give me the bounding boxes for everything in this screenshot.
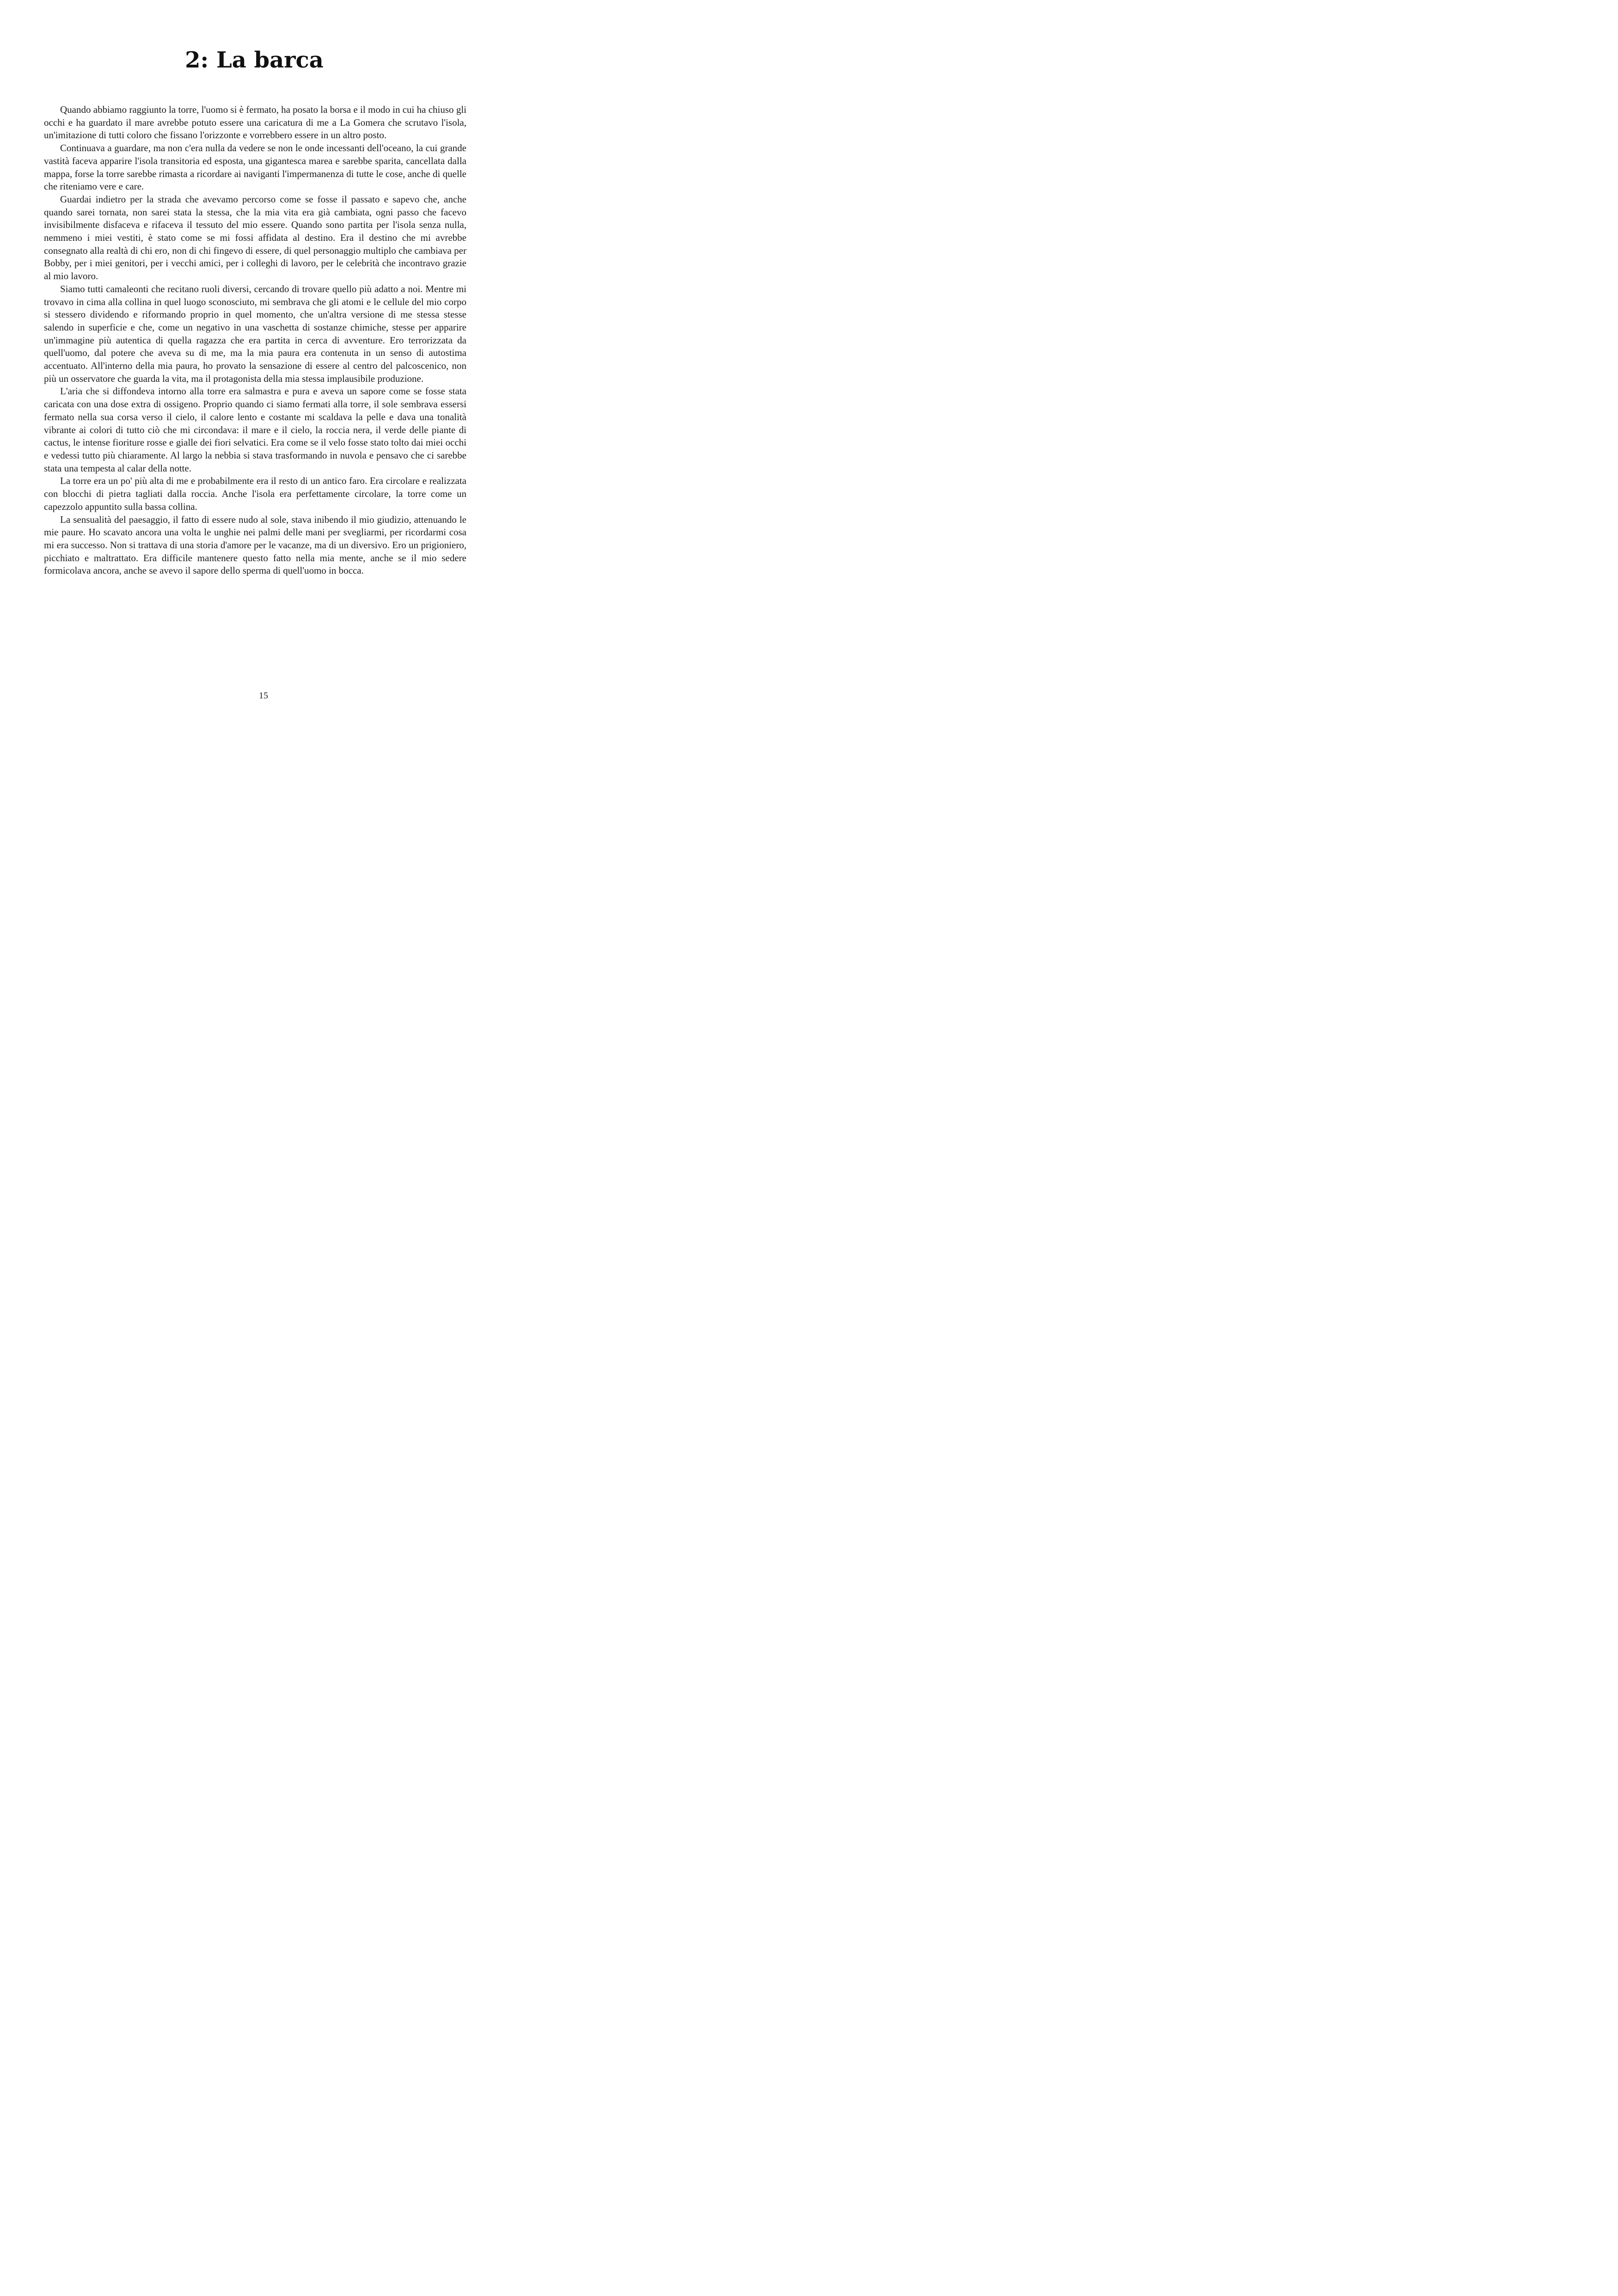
paragraph: La sensualità del paesaggio, il fatto di essere nudo al sole, stava inibendo il mio giudizio, attenuando le mie paure. Ho scavato ancora una volta le unghie nei palmi delle mani per svegliarmi, per ricordarmi cosa mi era successo. Non si trattava di una storia d'amore per le vacanze, ma di un diversivo. Ero un prigioniero, picchiato e maltrattato. Era difficile mantenere questo fatto nella mia mente, anche se il mio sedere formicolava ancora, anche se avevo il sapore dello sperma di quell'uomo in bocca. xyxy=(44,514,466,576)
chapter-title: 2: La barca xyxy=(185,47,324,73)
paragraph: Siamo tutti camaleonti che recitano ruoli diversi, cercando di trovare quello più adatto a noi. Mentre mi trovavo in cima alla collina in quel luogo sconosciuto, mi sembrava che gli atomi e le cellule del mio corpo si stessero dividendo e riformando proprio in quel momento, che un'altra versione di me stessa stesse salendo in superficie e che, come un negativo in una vaschetta di sostanze chimiche, stesse per apparire un'immagine più autentica di quella ragazza che era partita in cerca di avventure. Ero terrorizzata da quell'uomo, dal potere che aveva su di me, ma la mia paura era contenuta in un senso di autostima accentuato. All'interno della mia paura, ho provato la sensazione di essere al centro del palcoscenico, non più un osservatore che guarda la vita, ma il protagonista della mia stessa implausibile produzione. xyxy=(44,283,466,384)
chapter-body xyxy=(44,104,466,577)
paragraph: Quando abbiamo raggiunto la torre, l'uomo si è fermato, ha posato la borsa e il modo in cui ha chiuso gli occhi e ha guardato il mare avrebbe potuto essere una caricatura di me a La Gomera che scrutavo l'isola, un'imitazione di tutti coloro che fissano l'orizzonte e vorrebbero essere in un altro posto. xyxy=(44,104,466,141)
paragraph: Continuava a guardare, ma non c'era nulla da vedere se non le onde incessanti dell'oceano, la cui grande vastità faceva apparire l'isola transitoria ed esposta, una gigantesca marea e sarebbe sparita, cancellata dalla mappa, forse la torre sarebbe rimasta a ricordare ai naviganti l'impermanenza di tutte le cose, anche di quelle che riteniamo vere e care. xyxy=(44,142,466,192)
book-page xyxy=(0,0,509,722)
page-number: 15 xyxy=(259,691,268,701)
paragraph: L'aria che si diffondeva intorno alla torre era salmastra e pura e aveva un sapore come se fosse stata caricata con una dose extra di ossigeno. Proprio quando ci siamo fermati alla torre, il sole sembrava essersi fermato nella sua corsa verso il cielo, il calore lento e costante mi scaldava la pelle e dava una tonalità vibrante ai colori di tutto ciò che mi circondava: il mare e il cielo, la roccia nera, il verde delle piante di cactus, le intense fioriture rosse e gialle dei fiori selvatici. Era come se il velo fosse stato tolto dai miei occhi e vedessi tutto più chiaramente. Al largo la nebbia si stava trasformando in nuvola e pensavo che ci sarebbe stata una tempesta al calar della notte. xyxy=(44,386,466,474)
paragraph: Guardai indietro per la strada che avevamo percorso come se fosse il passato e sapevo che, anche quando sarei tornata, non sarei stata la stessa, che la mia vita era già cambiata, ogni passo che facevo invisibilmente disfaceva e rifaceva il tessuto del mio essere. Quando sono partita per l'isola senza nulla, nemmeno i miei vestiti, è stato come se mi fossi affidata al destino. Era il destino che mi avrebbe consegnato alla realtà di chi ero, non di chi fingevo di essere, di quel personaggio multiplo che cambiava per Bobby, per i miei genitori, per i vecchi amici, per i colleghi di lavoro, per le celebrità che incontravo grazie al mio lavoro. xyxy=(44,193,466,282)
paragraph: La torre era un po' più alta di me e probabilmente era il resto di un antico faro. Era circolare e realizzata con blocchi di pietra tagliati dalla roccia. Anche l'isola era perfettamente circolare, la torre come un capezzolo appuntito sulla bassa collina. xyxy=(44,475,466,512)
